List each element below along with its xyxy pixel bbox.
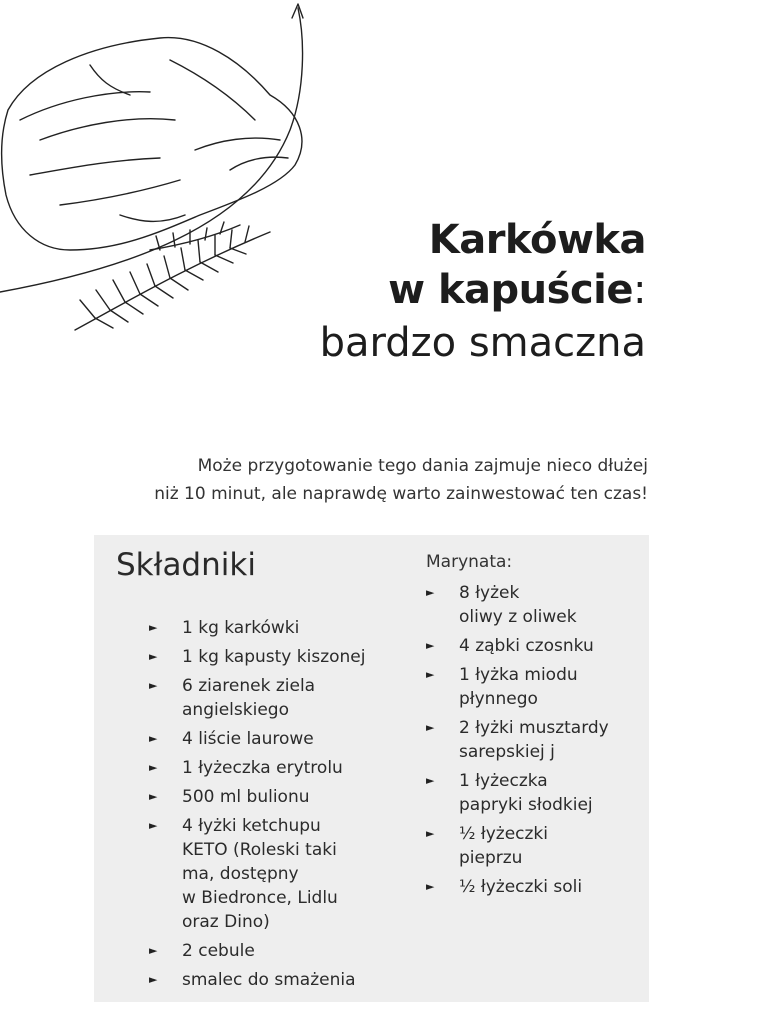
bullet-icon: ► xyxy=(149,944,158,957)
ingredient-item xyxy=(149,616,389,640)
ingredient-item-text: 1 kg kapusty kiszonej xyxy=(182,647,366,667)
ingredient-item-text: 6 ziarenek ziela angielskiego xyxy=(182,676,316,720)
bullet-icon: ► xyxy=(149,650,158,663)
bullet-icon: ► xyxy=(426,668,435,681)
bullet-icon: ► xyxy=(426,639,435,652)
ingredient-item-text: 2 cebule xyxy=(182,941,255,961)
ingredient-item xyxy=(149,939,389,963)
title-colon: : xyxy=(633,267,646,313)
title-line-2-text: w kapuście xyxy=(388,267,634,313)
ingredient-item-text: 1 łyżeczka erytrolu xyxy=(182,758,343,778)
marinade-item-text: 1 łyżeczka papryki słodkiej xyxy=(459,771,593,815)
ingredients-heading: Składniki xyxy=(116,547,256,583)
ingredient-item xyxy=(149,727,389,751)
bullet-icon: ► xyxy=(426,827,435,840)
ingredients-panel xyxy=(94,535,649,1002)
ingredient-item xyxy=(149,674,389,722)
ingredient-item xyxy=(149,645,389,669)
bullet-icon: ► xyxy=(149,732,158,745)
bullet-icon: ► xyxy=(149,761,158,774)
marinade-item-text: 4 ząbki czosnku xyxy=(459,636,594,656)
marinade-item-text: ½ łyżeczki soli xyxy=(459,877,583,897)
ingredient-item-text: 1 kg karkówki xyxy=(182,618,300,638)
arrow-head-icon xyxy=(292,4,303,18)
page-subtitle: bardzo smaczna xyxy=(319,320,646,366)
bullet-icon: ► xyxy=(426,774,435,787)
marinade-item xyxy=(426,875,641,899)
bullet-icon: ► xyxy=(426,880,435,893)
bullet-icon: ► xyxy=(149,819,158,832)
bullet-icon: ► xyxy=(149,790,158,803)
marinade-item-text: ½ łyżeczki pieprzu xyxy=(459,824,548,868)
marinade-item-text: 8 łyżek oliwy z oliwek xyxy=(459,583,577,627)
title-block xyxy=(320,215,646,371)
ingredient-item xyxy=(149,785,389,809)
page-title-line-1: Karkówka xyxy=(428,217,646,263)
marinade-item-text: 1 łyżka miodu płynnego xyxy=(459,665,578,709)
intro-line-1: Może przygotowanie tego dania zajmuje nieco dłużej xyxy=(197,456,648,476)
marinade-heading: Marynata: xyxy=(426,552,513,572)
ingredient-item-text: 500 ml bulionu xyxy=(182,787,310,807)
marinade-item xyxy=(426,769,641,817)
marinade-item xyxy=(426,634,641,658)
bullet-icon: ► xyxy=(149,973,158,986)
intro-line-2: niż 10 minut, ale naprawdę warto zainwestować ten czas! xyxy=(154,484,648,504)
ingredient-item xyxy=(149,968,389,992)
bullet-icon: ► xyxy=(149,679,158,692)
ingredient-item xyxy=(149,814,389,934)
marinade-item xyxy=(426,581,641,629)
bullet-icon: ► xyxy=(149,621,158,634)
ingredient-item xyxy=(149,756,389,780)
bullet-icon: ► xyxy=(426,586,435,599)
marinade-item-text: 2 łyżki musztardy sarepskiej j xyxy=(459,718,609,762)
ingredient-item-text: smalec do smażenia xyxy=(182,970,356,990)
marinade-item xyxy=(426,716,641,764)
marinade-item xyxy=(426,663,641,711)
ingredient-item-text: 4 łyżki ketchupu KETO (Roleski taki ma, dostępny w Biedronce, Lidlu oraz Dino) xyxy=(182,816,338,932)
ingredient-item-text: 4 liście laurowe xyxy=(182,729,314,749)
marinade-item xyxy=(426,822,641,870)
meat-rosemary-illustration xyxy=(0,0,320,360)
page-title-line-2 xyxy=(320,265,646,315)
intro-text xyxy=(48,452,648,508)
marinade-list xyxy=(426,581,641,904)
ingredients-list xyxy=(149,616,389,997)
meat-outline xyxy=(2,38,302,250)
bullet-icon: ► xyxy=(426,721,435,734)
